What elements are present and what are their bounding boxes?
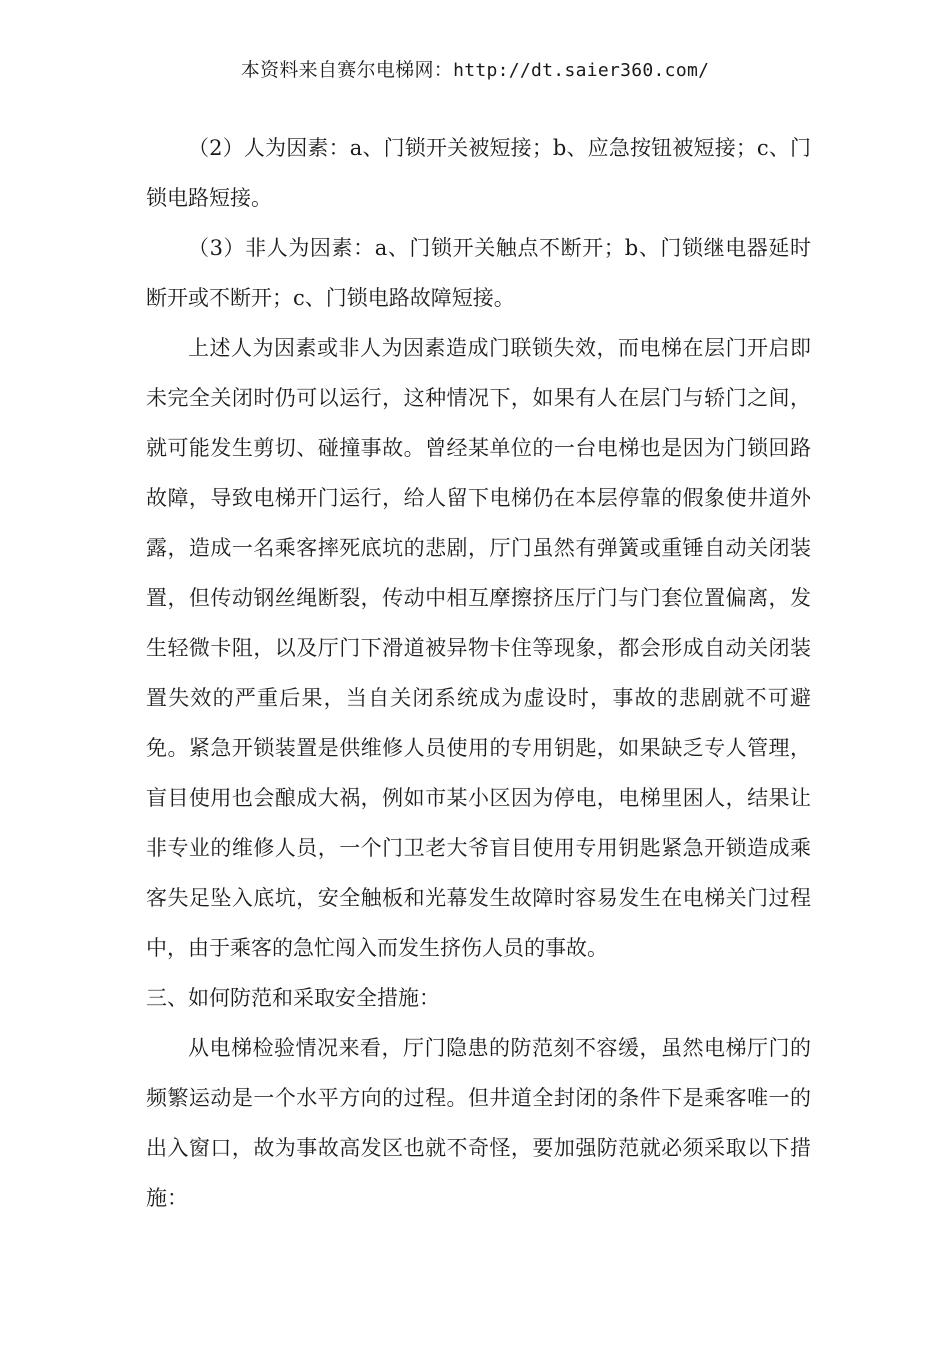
paragraph-accident-analysis: 上述人为因素或非人为因素造成门联锁失效，而电梯在层门开启即未完全关闭时仍可以运行，这种情况下，如果有人在层门与轿门之间，就可能发生剪切、碰撞事故。曾经某单位的一台电梯也是因为门锁回路故障，导致电梯开门运行，给人留下电梯仍在本层停靠的假象使井道外露，造成一名乘客摔死底坑的悲剧，厅门虽然有弹簧或重锤自动关闭装置，但传动钢丝绳断裂，传动中相互摩擦挤压厅门与门套位置偏离，发生轻微卡阻，以及厅门下滑道被异物卡住等现象，都会形成自动关闭装置失效的严重后果，当自关闭系统成为虚设时，事故的悲剧就不可避免。紧急开锁装置是供维修人员使用的专用钥匙，如果缺乏专人管理，盲目使用也会酿成大祸，例如市某小区因为停电，电梯里困人，结果让非专业的维修人员，一个门卫老大爷盲目使用专用钥匙紧急开锁造成乘客失足坠入底坑，安全触板和光幕发生故障时容易发生在电梯关门过程中，由于乘客的急忙闯入而发生挤伤人员的事故。: [146, 336, 811, 960]
source-url[interactable]: http://dt.saier360.com/: [453, 60, 710, 81]
paragraph-prevention-intro: 从电梯检验情况来看，厅门隐患的防范刻不容缓，虽然电梯厅门的频繁运动是一个水平方向的过程。但井道全封闭的条件下是乘客唯一的出入窗口，故为事故高发区也就不奇怪，要加强防范就必须采取以下措施：: [146, 1036, 811, 1210]
paragraph-non-human-factors: （3）非人为因素：a、门锁开关触点不断开；b、门锁继电器延时断开或不断开；c、门锁电路故障短接。: [146, 236, 811, 310]
paragraph-human-factors: （2）人为因素：a、门锁开关被短接；b、应急按钮被短接；c、门锁电路短接。: [146, 136, 811, 210]
document-body: [146, 123, 811, 1223]
section-heading-prevention: 三、如何防范和采取安全措施：: [146, 986, 440, 1010]
page-header: [0, 56, 950, 85]
source-prefix: 本资料来自赛尔电梯网：: [240, 59, 454, 81]
